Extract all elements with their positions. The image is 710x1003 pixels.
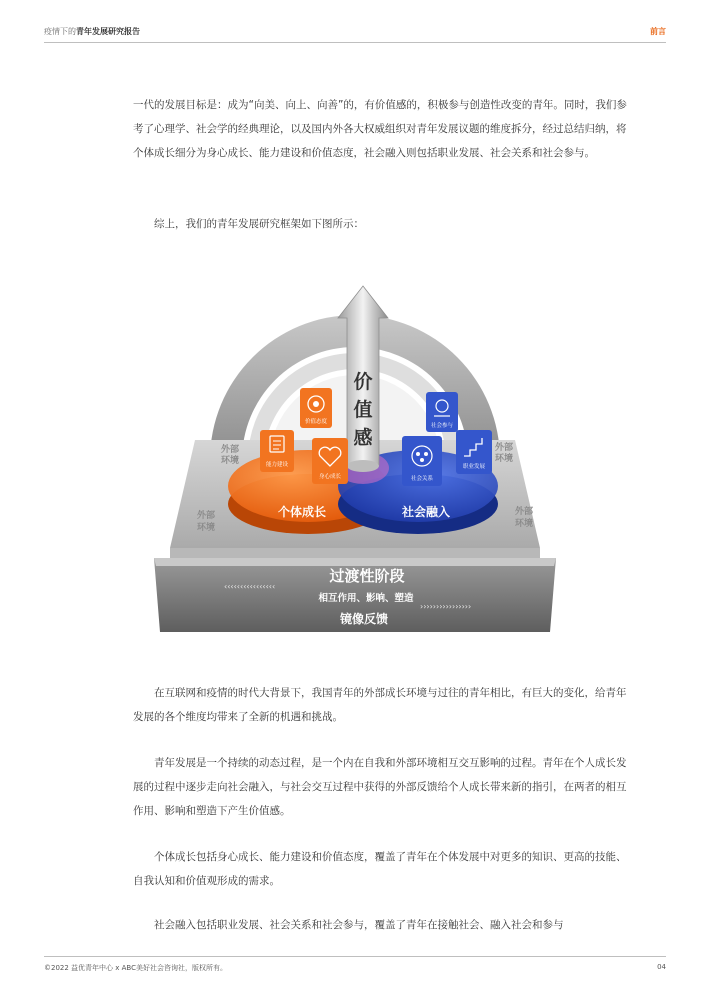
paragraph-1: 一代的发展目标是：成为“向美、向上、向善”的，有价值感的，积极参与创造性改变的青年。同时，我们参考了心理学、社会学的经典理论，以及国内外各大权威组织对青年发展议题的维度拆分，经过总结归纳，将个体成长细分为身心成长、能力建设和价值态度，社会融入则包括职业发展、社会关系和社会参与。	[133, 99, 627, 159]
report-title-prefix: 疫情下的	[44, 27, 76, 36]
env-left-top-line2: 环境	[220, 456, 240, 466]
base-arrows-left: ‹‹‹‹‹‹‹‹‹‹‹‹‹‹‹‹	[224, 582, 276, 591]
env-left-bottom-line1: 外部	[196, 511, 216, 521]
social-relations-label: 社会关系	[410, 476, 434, 482]
base-arrows-right: ››››››››››››››››	[420, 602, 472, 611]
mind-body-growth-label: 身心成长	[318, 474, 342, 480]
page-header	[44, 24, 666, 43]
arrow-char-1: 价	[353, 371, 373, 393]
copyright-text: ©2022 益优青年中心 x ABC美好社会咨询社，版权所有。	[44, 964, 227, 972]
value-attitude-card	[300, 388, 332, 428]
individual-growth-label: 个体成长	[277, 505, 327, 519]
social-participation-label: 社会参与	[430, 423, 454, 429]
env-left-bottom-line2: 环境	[196, 523, 216, 533]
arrow-char-3: 感	[353, 427, 373, 449]
ability-building-card	[260, 430, 294, 472]
env-right-bottom-line2: 环境	[514, 519, 534, 529]
career-development-card	[456, 430, 492, 474]
mind-body-growth-card	[312, 438, 348, 484]
report-title	[44, 26, 140, 37]
env-left-top-line1: 外部	[220, 445, 240, 455]
career-development-label: 职业发展	[462, 464, 486, 470]
arrow-char-2: 值	[353, 399, 373, 421]
paragraph-6: 社会融入包括职业发展、社会关系和社会参与，覆盖了青年在接触社会、融入社会和参与	[154, 919, 564, 931]
page-number: 04	[657, 963, 666, 971]
section-name: 前言	[650, 27, 666, 36]
base-bottom-text: 镜像反馈	[339, 612, 389, 626]
env-right-top-line1: 外部	[494, 443, 514, 453]
social-integration-label: 社会融入	[401, 505, 451, 519]
paragraph-2: 综上，我们的青年发展研究框架如下图所示：	[154, 218, 364, 230]
env-right-top-line2: 环境	[494, 454, 514, 464]
social-relations-card	[402, 436, 442, 486]
base-middle-text: 相互作用、影响、塑造	[318, 593, 414, 604]
base-title: 过渡性阶段	[329, 567, 405, 585]
paragraph-5: 个体成长包括身心成长、能力建设和价值态度，覆盖了青年在个体发展中对更多的知识、更高的技能、自我认知和价值观形成的需求。	[133, 851, 627, 887]
env-right-bottom-line1: 外部	[514, 507, 534, 517]
paragraph-3: 在互联网和疫情的时代大背景下，我国青年的外部成长环境与过往的青年相比，有巨大的变化，给青年发展的各个维度均带来了全新的机遇和挑战。	[133, 687, 627, 723]
ability-building-label: 能力建设	[265, 462, 289, 468]
value-attitude-label: 价值态度	[304, 419, 328, 425]
paragraph-4: 青年发展是一个持续的动态过程，是一个内在自我和外部环境相互交互影响的过程。青年在个人成长发展的过程中逐步走向社会融入，与社会交互过程中获得的外部反馈给个人成长带来新的指引，在两者的相互作用、影响和塑造下产生价值感。	[133, 757, 627, 817]
youth-development-framework-diagram	[150, 280, 560, 640]
report-title-main: 青年发展研究报告	[76, 27, 140, 36]
page-footer	[44, 956, 666, 972]
social-participation-card	[426, 392, 458, 432]
